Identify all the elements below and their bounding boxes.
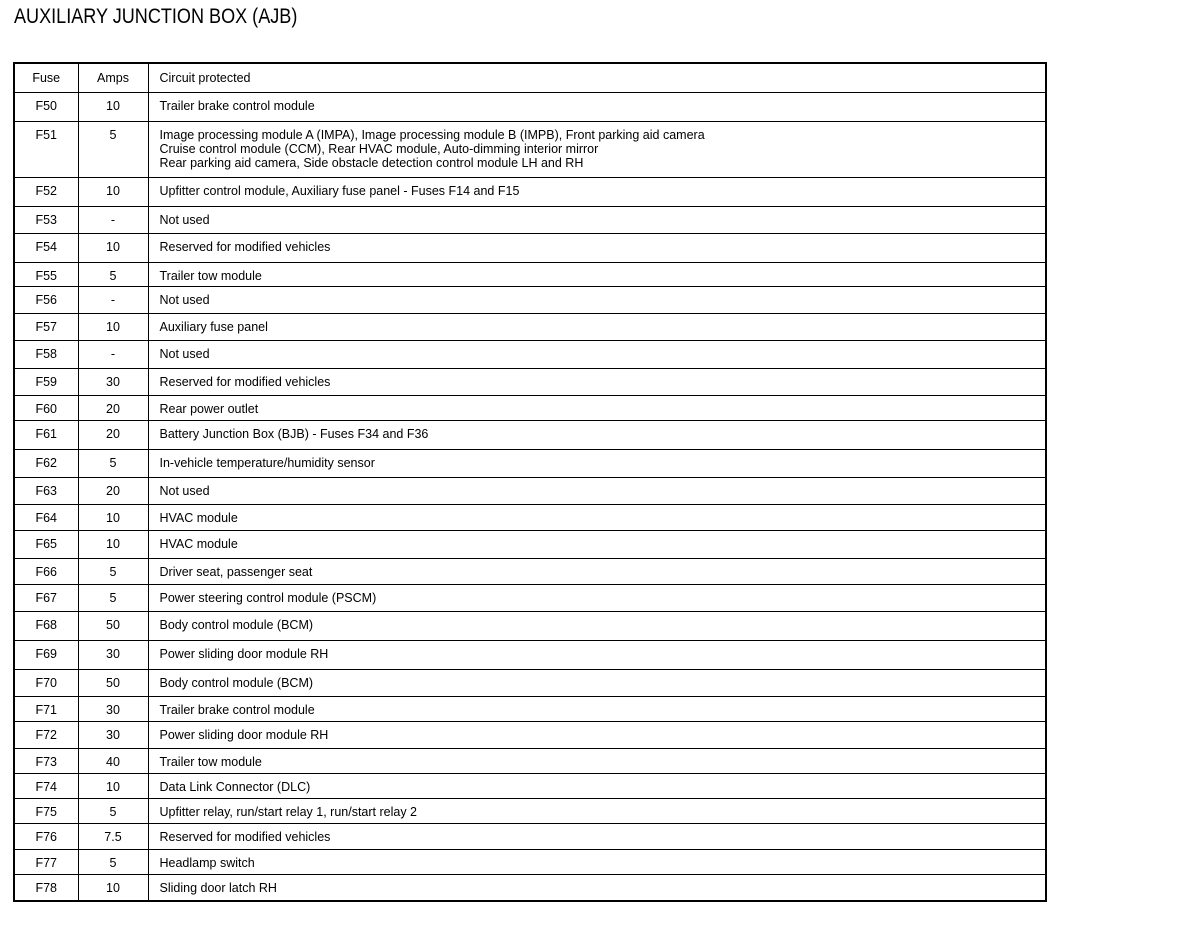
- header-circuit: Circuit protected: [148, 63, 1046, 92]
- circuit-line: Power sliding door module RH: [159, 727, 329, 742]
- fuse-cell: F72: [14, 721, 78, 748]
- circuit-cell: [148, 177, 1046, 206]
- amps-cell: -: [78, 206, 148, 233]
- circuit-cell: [148, 640, 1046, 669]
- table-row: [14, 823, 1046, 849]
- amps-cell: 5: [78, 449, 148, 477]
- circuit-line: Not used: [159, 483, 210, 498]
- table-row: [14, 669, 1046, 696]
- table-row: [14, 748, 1046, 773]
- circuit-cell: [148, 121, 1046, 177]
- amps-cell: 10: [78, 233, 148, 262]
- circuit-line: Sliding door latch RH: [159, 880, 277, 895]
- circuit-line: Rear power outlet: [159, 401, 259, 416]
- circuit-cell: [148, 748, 1046, 773]
- table-row: [14, 92, 1046, 121]
- fuse-cell: F62: [14, 449, 78, 477]
- table-row: [14, 558, 1046, 584]
- amps-cell: 10: [78, 874, 148, 901]
- circuit-line: In-vehicle temperature/humidity sensor: [159, 455, 375, 470]
- circuit-line: Power sliding door module RH: [159, 646, 329, 661]
- fuse-cell: F71: [14, 696, 78, 721]
- circuit-cell: [148, 611, 1046, 640]
- table-row: [14, 504, 1046, 530]
- circuit-line: Body control module (BCM): [159, 617, 314, 632]
- circuit-cell: [148, 340, 1046, 368]
- circuit-line: Upfitter control module, Auxiliary fuse panel - Fuses F14 and F15: [159, 183, 520, 198]
- circuit-line: Reserved for modified vehicles: [159, 374, 331, 389]
- fuse-cell: F68: [14, 611, 78, 640]
- fuse-cell: F56: [14, 286, 78, 313]
- table-row: [14, 206, 1046, 233]
- amps-cell: 10: [78, 504, 148, 530]
- fuse-cell: F50: [14, 92, 78, 121]
- circuit-line: Reserved for modified vehicles: [159, 829, 331, 844]
- circuit-cell: [148, 449, 1046, 477]
- header-fuse: Fuse: [14, 63, 78, 92]
- amps-cell: 10: [78, 530, 148, 558]
- circuit-cell: [148, 233, 1046, 262]
- circuit-line: Data Link Connector (DLC): [159, 779, 311, 794]
- amps-cell: 7.5: [78, 823, 148, 849]
- fuse-cell: F76: [14, 823, 78, 849]
- fuse-cell: F58: [14, 340, 78, 368]
- circuit-cell: [148, 823, 1046, 849]
- page-title: AUXILIARY JUNCTION BOX (AJB): [14, 5, 298, 28]
- fuse-cell: F75: [14, 798, 78, 823]
- circuit-line: Not used: [159, 346, 210, 361]
- table-row: [14, 696, 1046, 721]
- circuit-cell: [148, 773, 1046, 798]
- table-row: [14, 798, 1046, 823]
- table-row: [14, 395, 1046, 420]
- circuit-cell: [148, 92, 1046, 121]
- amps-cell: 30: [78, 696, 148, 721]
- amps-cell: 5: [78, 798, 148, 823]
- circuit-cell: [148, 504, 1046, 530]
- fuse-cell: F51: [14, 121, 78, 177]
- table-row: [14, 286, 1046, 313]
- amps-cell: 10: [78, 92, 148, 121]
- amps-cell: 30: [78, 640, 148, 669]
- fuse-cell: F69: [14, 640, 78, 669]
- circuit-cell: [148, 696, 1046, 721]
- fuse-table: [13, 62, 1047, 902]
- table-row: [14, 773, 1046, 798]
- table-row: [14, 262, 1046, 286]
- amps-cell: 50: [78, 611, 148, 640]
- circuit-line: Battery Junction Box (BJB) - Fuses F34 and F36: [159, 426, 429, 441]
- circuit-line: Cruise control module (CCM), Rear HVAC module, Auto-dimming interior mirror: [159, 141, 599, 156]
- table-row: [14, 530, 1046, 558]
- amps-cell: 50: [78, 669, 148, 696]
- amps-cell: -: [78, 286, 148, 313]
- amps-cell: 5: [78, 849, 148, 874]
- amps-cell: 5: [78, 262, 148, 286]
- circuit-cell: [148, 286, 1046, 313]
- amps-cell: -: [78, 340, 148, 368]
- table-row: [14, 721, 1046, 748]
- table-row: [14, 233, 1046, 262]
- circuit-line: Driver seat, passenger seat: [159, 564, 313, 579]
- table-header-row: [14, 63, 1046, 92]
- fuse-cell: F61: [14, 420, 78, 449]
- fuse-cell: F64: [14, 504, 78, 530]
- table-row: [14, 121, 1046, 177]
- circuit-line: Headlamp switch: [159, 855, 255, 870]
- table-row: [14, 420, 1046, 449]
- circuit-line: Trailer tow module: [159, 268, 262, 283]
- table-row: [14, 611, 1046, 640]
- fuse-cell: F78: [14, 874, 78, 901]
- circuit-cell: [148, 584, 1046, 611]
- table-row: [14, 584, 1046, 611]
- fuse-cell: F73: [14, 748, 78, 773]
- table-row: [14, 313, 1046, 340]
- amps-cell: 5: [78, 584, 148, 611]
- table-row: [14, 640, 1046, 669]
- circuit-cell: [148, 721, 1046, 748]
- circuit-line: Not used: [159, 212, 210, 227]
- circuit-line: Trailer brake control module: [159, 98, 315, 113]
- amps-cell: 30: [78, 721, 148, 748]
- fuse-cell: F60: [14, 395, 78, 420]
- fuse-cell: F67: [14, 584, 78, 611]
- circuit-cell: [148, 849, 1046, 874]
- amps-cell: 20: [78, 477, 148, 504]
- fuse-cell: F53: [14, 206, 78, 233]
- amps-cell: 10: [78, 313, 148, 340]
- circuit-cell: [148, 798, 1046, 823]
- table-row: [14, 340, 1046, 368]
- table-row: [14, 849, 1046, 874]
- circuit-line: HVAC module: [159, 536, 238, 551]
- amps-cell: 40: [78, 748, 148, 773]
- fuse-cell: F54: [14, 233, 78, 262]
- circuit-cell: [148, 874, 1046, 901]
- circuit-line: Image processing module A (IMPA), Image processing module B (IMPB), Front parking aid camera: [159, 127, 705, 142]
- circuit-cell: [148, 206, 1046, 233]
- fuse-cell: F70: [14, 669, 78, 696]
- amps-cell: 30: [78, 368, 148, 395]
- circuit-cell: [148, 395, 1046, 420]
- circuit-line: Auxiliary fuse panel: [159, 319, 268, 334]
- circuit-cell: [148, 420, 1046, 449]
- fuse-cell: F59: [14, 368, 78, 395]
- fuse-cell: F66: [14, 558, 78, 584]
- circuit-line: Upfitter relay, run/start relay 1, run/start relay 2: [159, 804, 418, 819]
- table-body: [14, 92, 1046, 901]
- circuit-line: Body control module (BCM): [159, 675, 314, 690]
- circuit-cell: [148, 262, 1046, 286]
- circuit-line: Reserved for modified vehicles: [159, 239, 331, 254]
- circuit-line: HVAC module: [159, 510, 238, 525]
- circuit-cell: [148, 313, 1046, 340]
- fuse-cell: F63: [14, 477, 78, 504]
- fuse-cell: F74: [14, 773, 78, 798]
- amps-cell: 10: [78, 177, 148, 206]
- amps-cell: 20: [78, 420, 148, 449]
- fuse-cell: F52: [14, 177, 78, 206]
- table-row: [14, 177, 1046, 206]
- circuit-cell: [148, 530, 1046, 558]
- circuit-line: Trailer brake control module: [159, 702, 315, 717]
- header-amps: Amps: [78, 63, 148, 92]
- circuit-cell: [148, 558, 1046, 584]
- circuit-line: Rear parking aid camera, Side obstacle detection control module LH and RH: [159, 155, 584, 170]
- table-row: [14, 874, 1046, 901]
- fuse-cell: F55: [14, 262, 78, 286]
- fuse-cell: F57: [14, 313, 78, 340]
- circuit-line: Power steering control module (PSCM): [159, 590, 377, 605]
- circuit-cell: [148, 669, 1046, 696]
- amps-cell: 5: [78, 558, 148, 584]
- fuse-cell: F65: [14, 530, 78, 558]
- fuse-cell: F77: [14, 849, 78, 874]
- circuit-line: Trailer tow module: [159, 754, 262, 769]
- circuit-line: Not used: [159, 292, 210, 307]
- amps-cell: 5: [78, 121, 148, 177]
- table-row: [14, 477, 1046, 504]
- circuit-cell: [148, 368, 1046, 395]
- table-row: [14, 368, 1046, 395]
- circuit-cell: [148, 477, 1046, 504]
- table-row: [14, 449, 1046, 477]
- amps-cell: 10: [78, 773, 148, 798]
- amps-cell: 20: [78, 395, 148, 420]
